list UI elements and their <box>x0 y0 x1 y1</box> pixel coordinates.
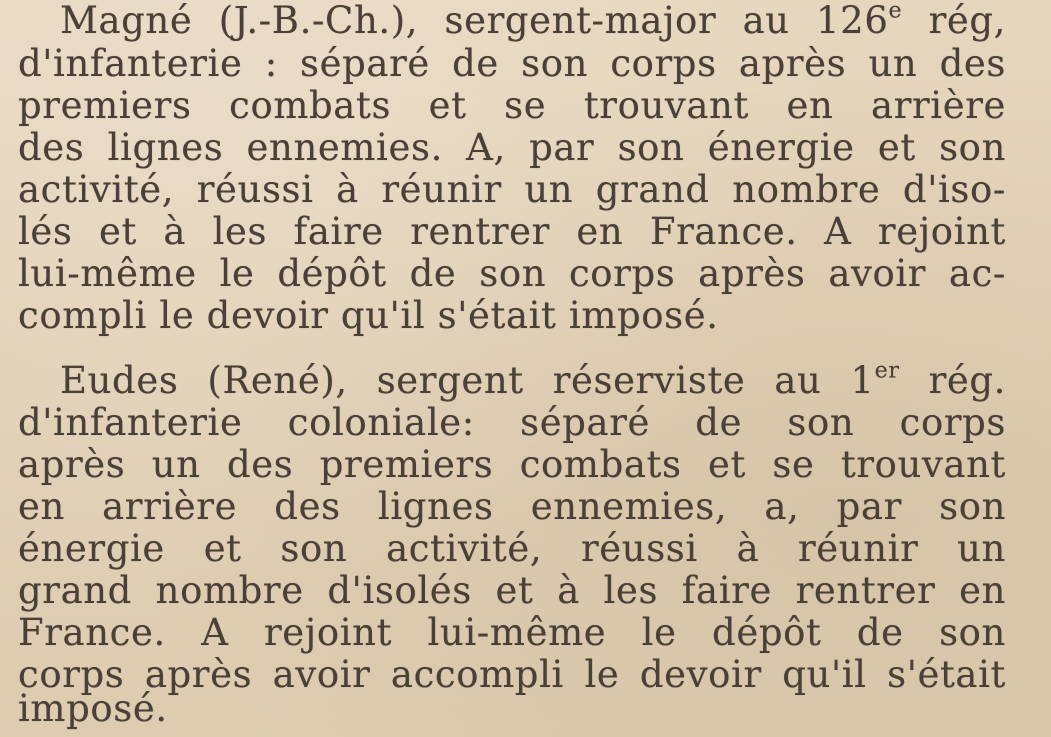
entry-1-line-7 <box>18 253 1006 295</box>
line-text: d'infanterie : séparé de son corps après un des <box>18 42 1006 85</box>
line-text: lés et à les faire rentrer en France. A rejoint <box>18 210 1006 253</box>
line-text: lui-même le dépôt de son corps après avoir ac- <box>18 252 1006 295</box>
entry-1-line-5 <box>18 169 1006 211</box>
line-text-end: rég, <box>902 0 1006 42</box>
entry-1-line-6 <box>18 211 1006 253</box>
line-text: compli le devoir qu'il s'était imposé. <box>18 294 719 337</box>
entry-2-line-7 <box>18 612 1006 654</box>
line-text: imposé. <box>18 687 168 730</box>
entry-2-line-2 <box>18 402 1006 444</box>
entry-1-line-1 <box>60 0 1006 42</box>
line-text: grand nombre d'isolés et à les faire rentrer en <box>18 569 1006 612</box>
line-text: corps après avoir accompli le devoir qu'il s'était <box>18 653 1006 696</box>
line-text: Eudes (René), sergent réserviste au 1 <box>60 359 875 402</box>
line-text: activité, réussi à réunir un grand nombre d'iso- <box>18 168 1006 211</box>
line-text: Magné (J.-B.-Ch.), sergent-major au 126 <box>60 0 889 42</box>
line-text: France. A rejoint lui-même le dépôt de son <box>18 611 1006 654</box>
line-text: énergie et son activité, réussi à réunir un <box>18 527 1006 570</box>
entry-2-line-9 <box>18 688 168 730</box>
line-text: premiers combats et se trouvant en arrière <box>18 84 1006 127</box>
entry-2-line-5 <box>18 528 1006 570</box>
line-text-end: rég. <box>899 359 1007 402</box>
entry-2-line-6 <box>18 570 1006 612</box>
entry-1-line-8 <box>18 295 719 337</box>
line-text: en arrière des lignes ennemies, a, par son <box>18 485 1006 528</box>
entry-2-line-1 <box>60 357 1007 402</box>
line-text: d'infanterie coloniale: séparé de son corps <box>18 401 1006 444</box>
line-text: des lignes ennemies. A, par son énergie et son <box>18 126 1006 169</box>
line-text: après un des premiers combats et se trouvant <box>18 443 1006 486</box>
superscript: er <box>874 357 900 384</box>
superscript: e <box>888 0 903 24</box>
entry-1-line-3 <box>18 85 1006 127</box>
entry-1-line-2 <box>18 43 1006 85</box>
entry-1-line-4 <box>18 127 1006 169</box>
entry-2-line-3 <box>18 444 1006 486</box>
entry-2-line-4 <box>18 486 1006 528</box>
